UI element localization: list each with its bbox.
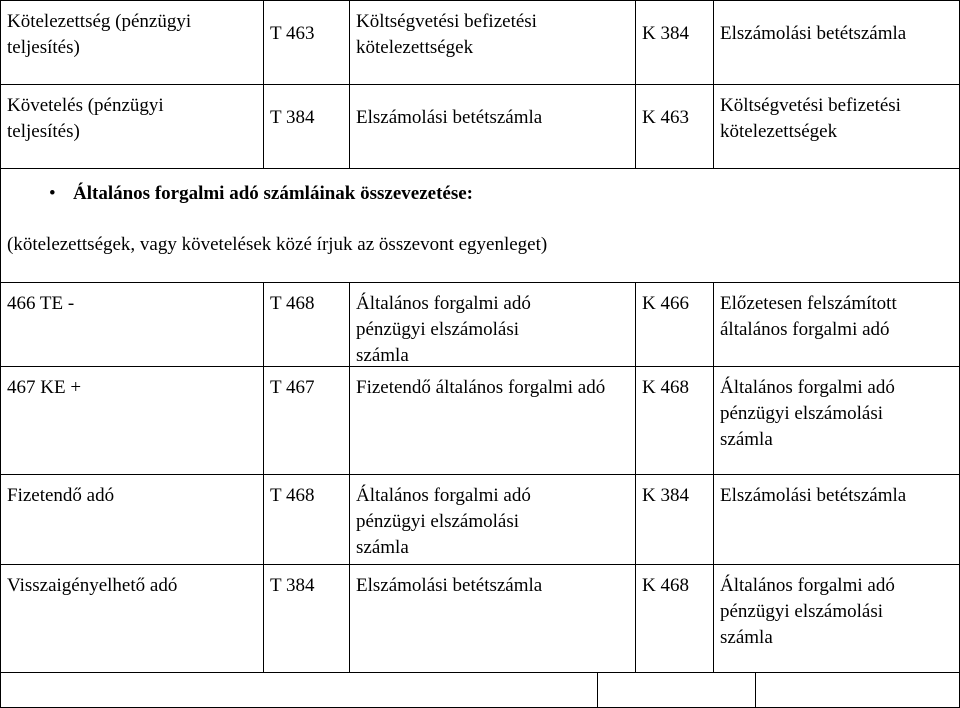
debit-code: T 468 (263, 283, 349, 366)
section-note-row (1, 211, 959, 283)
credit-account: Általános forgalmi adó pénzügyi elszámolási számla (713, 367, 959, 474)
debit-account: Általános forgalmi adó pénzügyi elszámolási számla (349, 475, 635, 564)
row-label: Fizetendő adó (7, 485, 115, 506)
credit-code: K 463 (635, 85, 713, 168)
table-row (1, 1, 959, 85)
section-heading: Általános forgalmi adó számláinak összevezetése: (73, 183, 473, 204)
debit-account: Elszámolási betétszámla (349, 565, 635, 672)
debit-account: Általános forgalmi adó pénzügyi elszámolási számla (349, 283, 635, 366)
debit-code: T 384 (263, 565, 349, 672)
row-label: 467 KE + (7, 377, 82, 398)
debit-code: T 467 (263, 367, 349, 474)
section-note: (kötelezettségek, vagy követelések közé írjuk az összevont egyenleget) (7, 234, 548, 255)
credit-account: Elszámolási betétszámla (713, 1, 959, 84)
empty-cell (597, 673, 598, 707)
credit-code: K 384 (635, 475, 713, 564)
debit-code: T 468 (263, 475, 349, 564)
table-row (1, 475, 959, 565)
debit-code: T 384 (263, 85, 349, 168)
table-row (1, 565, 959, 673)
row-label: Követelés (pénzügyi teljesítés) (7, 95, 164, 142)
debit-account: Fizetendő általános forgalmi adó (349, 367, 635, 474)
debit-account: Elszámolási betétszámla (349, 85, 635, 168)
row-label: Visszaigényelhető adó (7, 575, 178, 596)
table-row (1, 367, 959, 475)
bullet-icon: • (49, 183, 56, 204)
credit-account: Előzetesen felszámított általános forgalmi adó (713, 283, 959, 366)
credit-account: Költségvetési befizetési kötelezettségek (713, 85, 959, 168)
empty-cell (755, 673, 756, 707)
empty-row (1, 673, 959, 707)
credit-code: K 468 (635, 367, 713, 474)
row-label: 466 TE - (7, 293, 75, 314)
debit-code: T 463 (263, 1, 349, 84)
row-label: Kötelezettség (pénzügyi teljesítés) (7, 11, 192, 58)
credit-code: K 466 (635, 283, 713, 366)
credit-code: K 384 (635, 1, 713, 84)
credit-code: K 468 (635, 565, 713, 672)
table-row (1, 85, 959, 169)
section-heading-row (1, 181, 959, 211)
credit-account: Elszámolási betétszámla (713, 475, 959, 564)
credit-account: Általános forgalmi adó pénzügyi elszámolási számla (713, 565, 959, 672)
table-row (1, 283, 959, 367)
debit-account: Költségvetési befizetési kötelezettségek (349, 1, 635, 84)
